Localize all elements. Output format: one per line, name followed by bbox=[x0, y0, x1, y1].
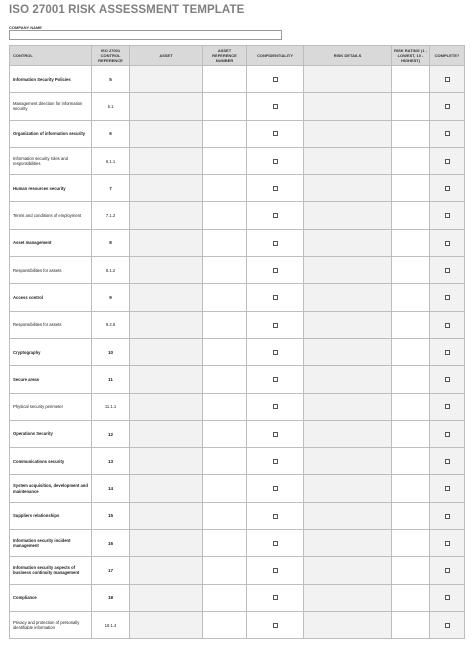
complete-cell bbox=[430, 311, 465, 338]
control-cell: Organization of information security bbox=[10, 120, 92, 147]
asset-cell[interactable] bbox=[130, 175, 203, 202]
confidentiality-checkbox[interactable] bbox=[273, 213, 278, 218]
control-reference-cell: 12 bbox=[92, 420, 130, 447]
risk-details-cell[interactable] bbox=[304, 229, 392, 256]
control-reference-cell: 17 bbox=[92, 557, 130, 584]
table-row bbox=[10, 93, 465, 120]
control-reference-cell: 18 bbox=[92, 584, 130, 611]
complete-cell bbox=[430, 66, 465, 93]
asset-cell[interactable] bbox=[130, 502, 203, 529]
asset-reference-cell[interactable] bbox=[203, 202, 247, 229]
complete-cell bbox=[430, 147, 465, 174]
asset-reference-cell[interactable] bbox=[203, 475, 247, 502]
control-cell: Management direction for information security bbox=[10, 93, 92, 120]
control-reference-cell: 9.2.6 bbox=[92, 311, 130, 338]
table-row bbox=[10, 611, 465, 638]
asset-cell[interactable] bbox=[130, 229, 203, 256]
table-row bbox=[10, 557, 465, 584]
confidentiality-cell bbox=[247, 611, 304, 638]
complete-cell bbox=[430, 557, 465, 584]
risk-details-cell[interactable] bbox=[304, 584, 392, 611]
risk-rating-cell[interactable] bbox=[392, 475, 430, 502]
risk-rating-cell[interactable] bbox=[392, 611, 430, 638]
confidentiality-checkbox[interactable] bbox=[273, 186, 278, 191]
confidentiality-cell bbox=[247, 229, 304, 256]
control-cell: Suppliers relationships bbox=[10, 502, 92, 529]
table-row bbox=[10, 393, 465, 420]
complete-cell bbox=[430, 366, 465, 393]
control-reference-cell: 15 bbox=[92, 502, 130, 529]
asset-reference-cell[interactable] bbox=[203, 284, 247, 311]
confidentiality-cell bbox=[247, 311, 304, 338]
confidentiality-cell bbox=[247, 420, 304, 447]
control-reference-cell: 10 bbox=[92, 338, 130, 365]
risk-details-cell[interactable] bbox=[304, 502, 392, 529]
confidentiality-checkbox[interactable] bbox=[273, 595, 278, 600]
complete-cell bbox=[430, 175, 465, 202]
asset-reference-cell[interactable] bbox=[203, 229, 247, 256]
col-header-risk-rating: RISK RATING (1 - LOWEST, 10 - HIGHEST) bbox=[392, 46, 430, 66]
table-row bbox=[10, 257, 465, 284]
asset-reference-cell[interactable] bbox=[203, 611, 247, 638]
control-reference-cell: 5.1 bbox=[92, 93, 130, 120]
complete-cell bbox=[430, 93, 465, 120]
complete-cell bbox=[430, 120, 465, 147]
complete-checkbox[interactable] bbox=[445, 541, 450, 546]
complete-cell bbox=[430, 475, 465, 502]
risk-details-cell[interactable] bbox=[304, 202, 392, 229]
risk-rating-cell[interactable] bbox=[392, 257, 430, 284]
table-row bbox=[10, 366, 465, 393]
company-name-field[interactable] bbox=[9, 30, 282, 40]
col-header-asset: ASSET bbox=[130, 46, 203, 66]
asset-cell[interactable] bbox=[130, 475, 203, 502]
risk-details-cell[interactable] bbox=[304, 338, 392, 365]
risk-details-cell[interactable] bbox=[304, 257, 392, 284]
asset-reference-cell[interactable] bbox=[203, 175, 247, 202]
confidentiality-checkbox[interactable] bbox=[273, 241, 278, 246]
asset-reference-cell[interactable] bbox=[203, 311, 247, 338]
complete-checkbox[interactable] bbox=[445, 295, 450, 300]
control-cell: Responsibilities for assets bbox=[10, 311, 92, 338]
complete-cell bbox=[430, 611, 465, 638]
complete-checkbox[interactable] bbox=[445, 241, 450, 246]
confidentiality-checkbox[interactable] bbox=[273, 159, 278, 164]
table-row bbox=[10, 530, 465, 557]
confidentiality-checkbox[interactable] bbox=[273, 350, 278, 355]
col-header-complete: COMPLETE? bbox=[430, 46, 465, 66]
confidentiality-cell bbox=[247, 393, 304, 420]
confidentiality-cell bbox=[247, 502, 304, 529]
asset-reference-cell[interactable] bbox=[203, 93, 247, 120]
risk-rating-cell[interactable] bbox=[392, 448, 430, 475]
complete-cell bbox=[430, 229, 465, 256]
control-cell: Information security incident management bbox=[10, 530, 92, 557]
control-cell: Terms and conditions of employment bbox=[10, 202, 92, 229]
confidentiality-checkbox[interactable] bbox=[273, 268, 278, 273]
asset-reference-cell[interactable] bbox=[203, 584, 247, 611]
confidentiality-checkbox[interactable] bbox=[273, 514, 278, 519]
risk-rating-cell[interactable] bbox=[392, 502, 430, 529]
confidentiality-checkbox[interactable] bbox=[273, 623, 278, 628]
col-header-asset-reference: ASSET REFERENCE NUMBER bbox=[203, 46, 247, 66]
asset-reference-cell[interactable] bbox=[203, 338, 247, 365]
asset-cell[interactable] bbox=[130, 584, 203, 611]
risk-rating-cell[interactable] bbox=[392, 175, 430, 202]
risk-details-cell[interactable] bbox=[304, 611, 392, 638]
control-cell: Physical security perimeter bbox=[10, 393, 92, 420]
confidentiality-checkbox[interactable] bbox=[273, 377, 278, 382]
confidentiality-checkbox[interactable] bbox=[273, 459, 278, 464]
company-name-label: COMPANY NAME bbox=[9, 25, 42, 30]
risk-details-cell[interactable] bbox=[304, 311, 392, 338]
risk-rating-cell[interactable] bbox=[392, 202, 430, 229]
confidentiality-cell bbox=[247, 93, 304, 120]
complete-checkbox[interactable] bbox=[445, 459, 450, 464]
asset-cell[interactable] bbox=[130, 257, 203, 284]
confidentiality-cell bbox=[247, 120, 304, 147]
risk-details-cell[interactable] bbox=[304, 475, 392, 502]
complete-checkbox[interactable] bbox=[445, 514, 450, 519]
control-reference-cell: 8.1.2 bbox=[92, 257, 130, 284]
risk-rating-cell[interactable] bbox=[392, 530, 430, 557]
control-cell: Cryptography bbox=[10, 338, 92, 365]
confidentiality-cell bbox=[247, 475, 304, 502]
table-row bbox=[10, 502, 465, 529]
table-row bbox=[10, 338, 465, 365]
asset-cell[interactable] bbox=[130, 420, 203, 447]
asset-cell[interactable] bbox=[130, 557, 203, 584]
confidentiality-checkbox[interactable] bbox=[273, 77, 278, 82]
confidentiality-cell bbox=[247, 66, 304, 93]
risk-details-cell[interactable] bbox=[304, 175, 392, 202]
confidentiality-cell bbox=[247, 147, 304, 174]
confidentiality-checkbox[interactable] bbox=[273, 432, 278, 437]
risk-details-cell[interactable] bbox=[304, 66, 392, 93]
control-cell: Secure areas bbox=[10, 366, 92, 393]
control-reference-cell: 14 bbox=[92, 475, 130, 502]
complete-cell bbox=[430, 284, 465, 311]
confidentiality-checkbox[interactable] bbox=[273, 568, 278, 573]
asset-reference-cell[interactable] bbox=[203, 420, 247, 447]
table-row bbox=[10, 311, 465, 338]
confidentiality-cell bbox=[247, 175, 304, 202]
risk-details-cell[interactable] bbox=[304, 530, 392, 557]
risk-rating-cell[interactable] bbox=[392, 284, 430, 311]
col-header-risk-details: RISK DETAILS bbox=[304, 46, 392, 66]
risk-rating-cell[interactable] bbox=[392, 93, 430, 120]
complete-checkbox[interactable] bbox=[445, 404, 450, 409]
asset-cell[interactable] bbox=[130, 120, 203, 147]
asset-reference-cell[interactable] bbox=[203, 448, 247, 475]
risk-details-cell[interactable] bbox=[304, 393, 392, 420]
risk-details-cell[interactable] bbox=[304, 284, 392, 311]
table-row bbox=[10, 475, 465, 502]
asset-cell[interactable] bbox=[130, 338, 203, 365]
control-reference-cell: 13 bbox=[92, 448, 130, 475]
risk-details-cell[interactable] bbox=[304, 420, 392, 447]
control-reference-cell: 11 bbox=[92, 366, 130, 393]
col-header-control: CONTROL bbox=[10, 46, 92, 66]
asset-reference-cell[interactable] bbox=[203, 393, 247, 420]
risk-rating-cell[interactable] bbox=[392, 420, 430, 447]
asset-cell[interactable] bbox=[130, 530, 203, 557]
risk-rating-cell[interactable] bbox=[392, 393, 430, 420]
asset-reference-cell[interactable] bbox=[203, 257, 247, 284]
complete-cell bbox=[430, 420, 465, 447]
complete-checkbox[interactable] bbox=[445, 623, 450, 628]
asset-cell[interactable] bbox=[130, 366, 203, 393]
control-cell: Operations Security bbox=[10, 420, 92, 447]
control-cell: Compliance bbox=[10, 584, 92, 611]
complete-checkbox[interactable] bbox=[445, 595, 450, 600]
complete-checkbox[interactable] bbox=[445, 104, 450, 109]
complete-cell bbox=[430, 584, 465, 611]
confidentiality-cell bbox=[247, 284, 304, 311]
risk-details-cell[interactable] bbox=[304, 448, 392, 475]
risk-rating-cell[interactable] bbox=[392, 66, 430, 93]
complete-checkbox[interactable] bbox=[445, 186, 450, 191]
table-row bbox=[10, 120, 465, 147]
control-reference-cell: 8 bbox=[92, 229, 130, 256]
risk-rating-cell[interactable] bbox=[392, 120, 430, 147]
complete-cell bbox=[430, 257, 465, 284]
complete-checkbox[interactable] bbox=[445, 268, 450, 273]
complete-cell bbox=[430, 448, 465, 475]
asset-cell[interactable] bbox=[130, 448, 203, 475]
asset-cell[interactable] bbox=[130, 611, 203, 638]
asset-cell[interactable] bbox=[130, 147, 203, 174]
risk-details-cell[interactable] bbox=[304, 147, 392, 174]
risk-rating-cell[interactable] bbox=[392, 557, 430, 584]
risk-details-cell[interactable] bbox=[304, 557, 392, 584]
control-reference-cell: 7.1.2 bbox=[92, 202, 130, 229]
complete-cell bbox=[430, 393, 465, 420]
col-header-confidentiality: CONFIDENTIALITY bbox=[247, 46, 304, 66]
asset-reference-cell[interactable] bbox=[203, 557, 247, 584]
table-row bbox=[10, 66, 465, 93]
asset-cell[interactable] bbox=[130, 284, 203, 311]
risk-details-cell[interactable] bbox=[304, 366, 392, 393]
risk-rating-cell[interactable] bbox=[392, 229, 430, 256]
confidentiality-checkbox[interactable] bbox=[273, 404, 278, 409]
table-row bbox=[10, 147, 465, 174]
complete-checkbox[interactable] bbox=[445, 213, 450, 218]
complete-checkbox[interactable] bbox=[445, 486, 450, 491]
risk-rating-cell[interactable] bbox=[392, 147, 430, 174]
complete-cell bbox=[430, 202, 465, 229]
complete-cell bbox=[430, 502, 465, 529]
table-row bbox=[10, 175, 465, 202]
complete-checkbox[interactable] bbox=[445, 131, 450, 136]
asset-cell[interactable] bbox=[130, 202, 203, 229]
asset-cell[interactable] bbox=[130, 393, 203, 420]
table-row bbox=[10, 420, 465, 447]
control-cell: Responsibilities for assets bbox=[10, 257, 92, 284]
confidentiality-checkbox[interactable] bbox=[273, 323, 278, 328]
asset-reference-cell[interactable] bbox=[203, 502, 247, 529]
risk-assessment-table bbox=[9, 45, 465, 639]
table-row bbox=[10, 448, 465, 475]
control-reference-cell: 9 bbox=[92, 284, 130, 311]
table-row bbox=[10, 584, 465, 611]
complete-checkbox[interactable] bbox=[445, 159, 450, 164]
asset-cell[interactable] bbox=[130, 311, 203, 338]
confidentiality-cell bbox=[247, 557, 304, 584]
table-row bbox=[10, 229, 465, 256]
table-row bbox=[10, 202, 465, 229]
confidentiality-cell bbox=[247, 530, 304, 557]
control-reference-cell: 16 bbox=[92, 530, 130, 557]
control-cell: Information security roles and responsibilities bbox=[10, 147, 92, 174]
control-reference-cell: 7 bbox=[92, 175, 130, 202]
table-row bbox=[10, 284, 465, 311]
complete-checkbox[interactable] bbox=[445, 350, 450, 355]
complete-checkbox[interactable] bbox=[445, 377, 450, 382]
risk-rating-cell[interactable] bbox=[392, 338, 430, 365]
complete-checkbox[interactable] bbox=[445, 432, 450, 437]
confidentiality-checkbox[interactable] bbox=[273, 104, 278, 109]
risk-rating-cell[interactable] bbox=[392, 311, 430, 338]
control-reference-cell: 18.1.4 bbox=[92, 611, 130, 638]
control-cell: Human resources security bbox=[10, 175, 92, 202]
control-cell: System acquisition, development and maintenance bbox=[10, 475, 92, 502]
asset-reference-cell[interactable] bbox=[203, 147, 247, 174]
control-reference-cell: 5 bbox=[92, 66, 130, 93]
control-reference-cell: 6.1.1 bbox=[92, 147, 130, 174]
control-cell: Communications security bbox=[10, 448, 92, 475]
control-cell: Privacy and protection of personally identifiable information bbox=[10, 611, 92, 638]
control-cell: Information security aspects of business continuity management bbox=[10, 557, 92, 584]
confidentiality-cell bbox=[247, 448, 304, 475]
risk-rating-cell[interactable] bbox=[392, 584, 430, 611]
control-reference-cell: 11.1.1 bbox=[92, 393, 130, 420]
complete-checkbox[interactable] bbox=[445, 568, 450, 573]
risk-rating-cell[interactable] bbox=[392, 366, 430, 393]
confidentiality-checkbox[interactable] bbox=[273, 295, 278, 300]
asset-reference-cell[interactable] bbox=[203, 120, 247, 147]
document-title: ISO 27001 RISK ASSESSMENT TEMPLATE bbox=[9, 4, 245, 16]
asset-cell[interactable] bbox=[130, 66, 203, 93]
complete-checkbox[interactable] bbox=[445, 77, 450, 82]
confidentiality-checkbox[interactable] bbox=[273, 131, 278, 136]
confidentiality-cell bbox=[247, 366, 304, 393]
asset-reference-cell[interactable] bbox=[203, 366, 247, 393]
control-cell: Information Security Policies bbox=[10, 66, 92, 93]
control-cell: Access control bbox=[10, 284, 92, 311]
confidentiality-cell bbox=[247, 338, 304, 365]
confidentiality-checkbox[interactable] bbox=[273, 541, 278, 546]
risk-details-cell[interactable] bbox=[304, 120, 392, 147]
complete-cell bbox=[430, 530, 465, 557]
confidentiality-cell bbox=[247, 202, 304, 229]
header-row bbox=[10, 46, 465, 66]
complete-checkbox[interactable] bbox=[445, 323, 450, 328]
confidentiality-cell bbox=[247, 257, 304, 284]
asset-cell[interactable] bbox=[130, 93, 203, 120]
control-cell: Asset management bbox=[10, 229, 92, 256]
control-reference-cell: 6 bbox=[92, 120, 130, 147]
confidentiality-checkbox[interactable] bbox=[273, 486, 278, 491]
col-header-control-reference: ISO 27001 CONTROL REFERENCE bbox=[92, 46, 130, 66]
complete-cell bbox=[430, 338, 465, 365]
confidentiality-cell bbox=[247, 584, 304, 611]
risk-details-cell[interactable] bbox=[304, 93, 392, 120]
asset-reference-cell[interactable] bbox=[203, 530, 247, 557]
asset-reference-cell[interactable] bbox=[203, 66, 247, 93]
